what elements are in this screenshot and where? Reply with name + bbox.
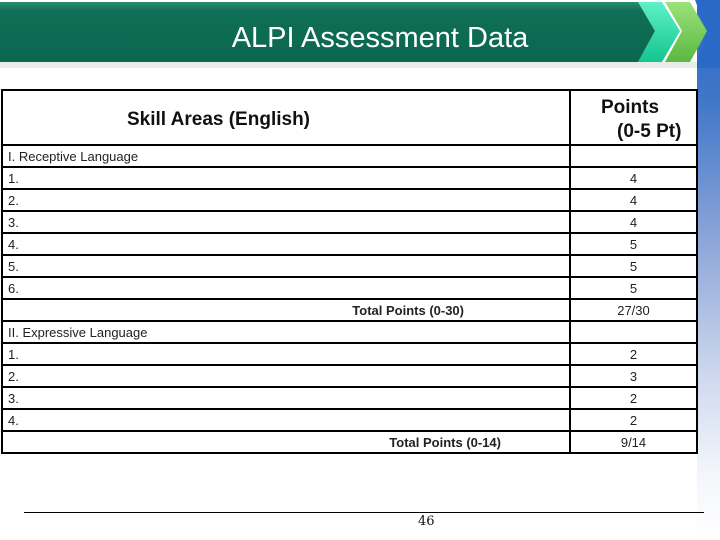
total-row-expressive	[2, 431, 697, 453]
points-header	[570, 90, 697, 145]
item-label: 6.	[2, 277, 570, 299]
item-label: 1.	[2, 343, 570, 365]
section-points-empty	[570, 145, 697, 167]
section-label: II. Expressive Language	[2, 321, 570, 343]
table-row	[2, 277, 697, 299]
title-banner	[0, 0, 720, 68]
page-number: 46	[418, 514, 435, 529]
table-row	[2, 189, 697, 211]
section-row-receptive	[2, 145, 697, 167]
section-label: I. Receptive Language	[2, 145, 570, 167]
table-header-row	[2, 90, 697, 145]
item-points: 5	[570, 255, 697, 277]
item-label: 1.	[2, 167, 570, 189]
item-points: 4	[570, 211, 697, 233]
assessment-table	[1, 89, 698, 454]
total-label: Total Points (0-14)	[2, 431, 570, 453]
table-row	[2, 365, 697, 387]
item-label: 3.	[2, 211, 570, 233]
item-label: 4.	[2, 409, 570, 431]
section-row-expressive	[2, 321, 697, 343]
total-label: Total Points (0-30)	[2, 299, 570, 321]
table-row	[2, 387, 697, 409]
item-points: 5	[570, 233, 697, 255]
item-label: 5.	[2, 255, 570, 277]
item-label: 3.	[2, 387, 570, 409]
item-points: 3	[570, 365, 697, 387]
item-points: 2	[570, 409, 697, 431]
slide-title: ALPI Assessment Data	[231, 22, 529, 54]
total-value: 27/30	[570, 299, 697, 321]
table-row	[2, 343, 697, 365]
skill-areas-header: Skill Areas (English)	[2, 90, 570, 145]
item-points: 4	[570, 167, 697, 189]
item-points: 2	[570, 343, 697, 365]
total-value: 9/14	[570, 431, 697, 453]
section-points-empty	[570, 321, 697, 343]
total-row-receptive	[2, 299, 697, 321]
table-row	[2, 167, 697, 189]
table-row	[2, 255, 697, 277]
item-points: 5	[570, 277, 697, 299]
item-points: 2	[570, 387, 697, 409]
side-gradient-bar	[697, 0, 720, 540]
item-label: 2.	[2, 365, 570, 387]
table-row	[2, 409, 697, 431]
item-points: 4	[570, 189, 697, 211]
table-row	[2, 211, 697, 233]
footer-divider	[24, 512, 704, 513]
item-label: 4.	[2, 233, 570, 255]
points-header-line2: (0-5 Pt)	[617, 121, 682, 142]
points-header-line1: Points	[601, 97, 660, 118]
item-label: 2.	[2, 189, 570, 211]
table-row	[2, 233, 697, 255]
